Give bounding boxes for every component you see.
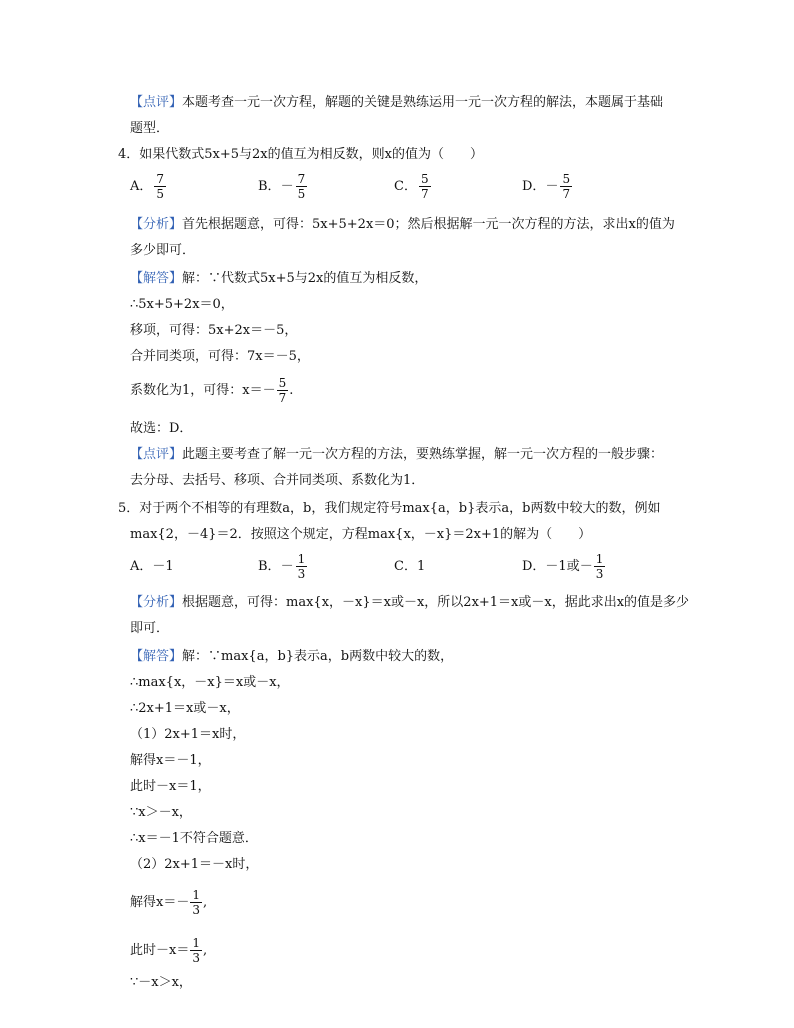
q5-sol2-prefix: 解得x＝－ (130, 895, 190, 910)
q4-analysis-line-2: 多少即可． (130, 243, 196, 258)
q5-option-b (258, 552, 308, 581)
q5-then-fraction (190, 936, 202, 965)
q4-analysis-tag: 【分析】 (130, 217, 183, 232)
q4-option-a (130, 172, 167, 201)
q4-option-a-fraction (154, 172, 166, 201)
q4-review-line-2: 去分母、去括号、移项、合并同类项、系数化为1． (130, 473, 425, 488)
q4-option-c-fraction (419, 172, 431, 201)
q5-line-2: ∴2x+1＝x或－x， (130, 701, 240, 716)
q5-last-line: ∵－x＞x， (130, 975, 192, 990)
q4-option-d-fraction (560, 172, 572, 201)
q5-sol2-num: 1 (192, 888, 200, 902)
q5-line-4: 解得x＝－1， (130, 753, 211, 768)
q4-review-text-1: 此题主要考查了解一元一次方程的方法，要熟练掌握，解一元一次方程的一般步骤： (182, 447, 664, 462)
review-tag: 【点评】 (130, 95, 183, 110)
q4-coef-fraction (277, 376, 289, 405)
q4-option-a-label: A． (130, 179, 153, 194)
q5-stem-line-1: 5．对于两个不相等的有理数a，b，我们规定符号max{a，b}表示a，b两数中较大的数，例如 (118, 501, 661, 516)
q4-option-d-sign: － (545, 178, 559, 194)
q5-analysis-tag: 【分析】 (130, 595, 183, 610)
q5-option-b-sign: － (280, 558, 294, 574)
q5-line-3: （1）2x+1＝x时， (130, 727, 246, 742)
q5-option-d-fraction (594, 552, 606, 581)
q4-answer-line-1 (130, 270, 427, 288)
q4-review-tag: 【点评】 (130, 447, 183, 462)
q4-coefficient-line (130, 376, 293, 405)
q5-analysis-text-1: 根据题意，可得：max{x，－x}＝x或－x，所以2x+1＝x或－x，据此求出x的值是多少 (182, 595, 690, 610)
q4-coef-den: 7 (278, 391, 287, 405)
q5-answer-text-1: 解：∵max{a，b}表示a，b两数中较大的数， (182, 649, 454, 664)
review-line-2: 题型． (130, 121, 170, 136)
q5-then-num: 1 (192, 936, 200, 950)
q5-option-c: C．1 (394, 559, 426, 574)
q5-answer-tag: 【解答】 (130, 649, 183, 664)
q4-option-a-den: 5 (156, 187, 165, 201)
q5-option-d (522, 552, 606, 581)
q5-line-1: ∴max{x，－x}＝x或－x， (130, 675, 290, 690)
q4-option-d-num: 5 (562, 172, 571, 186)
review-line-1 (130, 94, 663, 112)
q5-sol2-den: 3 (192, 903, 200, 917)
q4-review-line-1 (130, 446, 663, 464)
q5-line-5: 此时－x＝1， (130, 779, 211, 794)
q5-sol2-fraction (190, 888, 202, 917)
q4-option-c-den: 7 (420, 187, 429, 201)
q5-sol2-suffix: , (202, 895, 208, 910)
q5-option-a: A．－1 (130, 559, 174, 574)
q4-option-b (258, 172, 308, 201)
q5-then-suffix: , (202, 943, 208, 958)
q5-answer-line-1 (130, 648, 453, 666)
q5-analysis-line-1 (130, 594, 689, 612)
q5-analysis-line-2: 即可． (130, 621, 170, 636)
q4-step-3: 合并同类项，可得：7x＝－5， (130, 349, 310, 364)
q4-analysis-line-1 (130, 216, 675, 234)
q5-option-d-num: 1 (595, 552, 604, 566)
q4-step-1: ∴5x+5+2x＝0， (130, 297, 234, 312)
q4-coef-prefix: 系数化为1，可得：x＝－ (130, 383, 276, 398)
q4-option-d-label: D． (522, 179, 546, 194)
q5-line-7: ∴x＝－1不符合题意． (130, 831, 258, 846)
q4-option-d-den: 7 (562, 187, 571, 201)
q4-option-a-num: 7 (156, 172, 165, 186)
q5-then-prefix: 此时－x＝ (130, 943, 190, 958)
q4-stem: 4．如果代数式5x+5与2x的值互为相反数，则x的值为（ ） (118, 147, 483, 162)
q5-line-6: ∵x＞－x， (130, 805, 192, 820)
q5-option-b-fraction (296, 552, 308, 581)
q4-answer-text-1: 解：∵代数式5x+5与2x的值互为相反数， (182, 271, 428, 286)
q5-option-b-num: 1 (297, 552, 306, 566)
q5-then-line (130, 936, 207, 965)
q4-option-c (394, 172, 432, 201)
q5-option-b-den: 3 (297, 567, 306, 581)
review-text-1: 本题考查一元一次方程，解题的关键是熟练运用一元一次方程的解法，本题属于基础 (182, 95, 664, 110)
q4-option-b-sign: － (280, 178, 294, 194)
q4-option-c-label: C． (394, 179, 417, 194)
q5-solution-2 (130, 888, 207, 917)
q5-stem-line-2: max{2，－4}＝2．按照这个规定，方程max{x，－x}＝2x+1的解为（ ） (130, 527, 592, 542)
q4-option-c-num: 5 (420, 172, 429, 186)
q5-line-8: （2）2x+1＝－x时， (130, 857, 259, 872)
q4-option-b-fraction (296, 172, 308, 201)
q4-option-b-num: 7 (297, 172, 306, 186)
q5-then-den: 3 (192, 951, 200, 965)
q5-option-b-label: B． (258, 559, 281, 574)
q4-answer-tag: 【解答】 (130, 271, 183, 286)
q4-coef-num: 5 (278, 376, 287, 390)
q5-option-d-den: 3 (595, 567, 604, 581)
q4-option-b-den: 5 (297, 187, 306, 201)
q4-step-2: 移项，可得：5x+2x＝－5， (130, 323, 298, 338)
q5-option-d-label: D．－1或－ (522, 559, 593, 574)
q4-coef-suffix: . (289, 383, 294, 398)
q4-option-d (522, 172, 573, 201)
q4-choose: 故选：D． (130, 421, 193, 436)
q4-analysis-text-1: 首先根据题意，可得：5x+5+2x＝0；然后根据解一元一次方程的方法，求出x的值为 (182, 217, 675, 232)
q4-option-b-label: B． (258, 179, 281, 194)
